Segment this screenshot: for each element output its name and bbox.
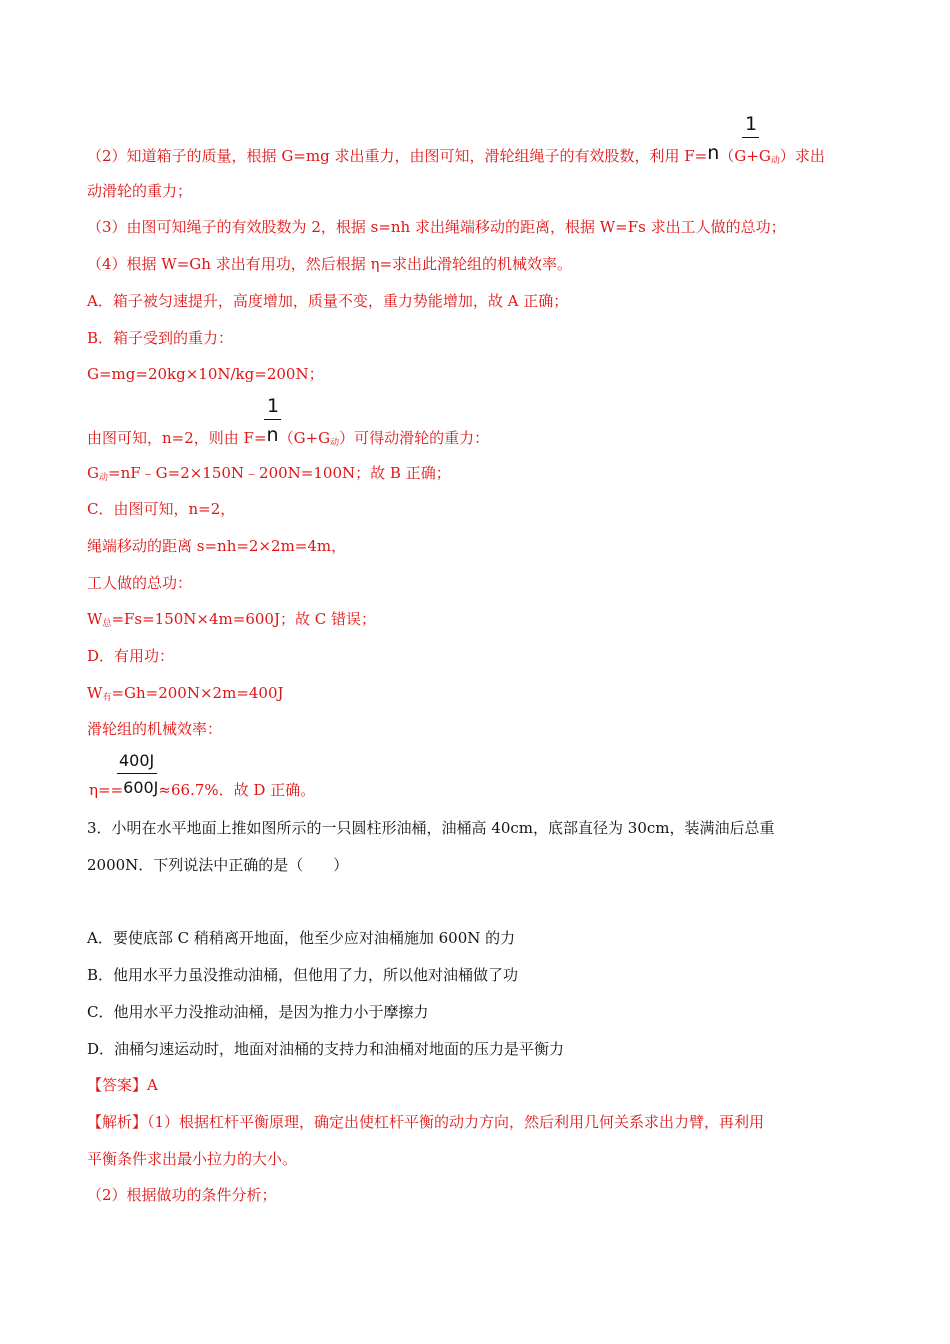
efficiency-fraction-bar bbox=[117, 773, 157, 774]
question-3-option-a: A．要使底部 C 稍稍离开地面，他至少应对油桶施加 600N 的力 bbox=[87, 929, 516, 947]
question-3-option-c: C．他用水平力没推动油桶，是因为推力小于摩擦力 bbox=[87, 1003, 429, 1021]
useful-work-calc: $W_有=Gh=200N\times 2m=400J$ bbox=[87, 684, 284, 703]
explanation-line-1: 【解析】（1）根据杠杆平衡原理，确定出使杠杆平衡的动力方向，然后利用几何关系求出力臂，再利用 bbox=[87, 1113, 765, 1131]
explanation-line-2: 平衡条件求出最小拉力的大小。 bbox=[87, 1150, 298, 1168]
gravity-calc: G=mg=20kg×10N/kg=200N； bbox=[87, 365, 324, 383]
total-work-calc: $W_总=Fs=150N\times 4m=600J$；故 C 错误； bbox=[87, 610, 376, 629]
solution-step-2-cont: 动滑轮的重力； bbox=[87, 182, 193, 200]
efficiency-denominator: 600J bbox=[123, 778, 159, 797]
question-3-option-b: B．他用水平力虽没推动油桶，但他用了力，所以他对油桶做了功 bbox=[87, 966, 519, 984]
fraction-bar bbox=[742, 137, 759, 138]
question-3-line-2: 2000N．下列说法中正确的是（ ） bbox=[87, 856, 349, 874]
question-3-option-d: D．油桶匀速运动时，地面对油桶的支持力和油桶对地面的压力是平衡力 bbox=[87, 1040, 565, 1058]
option-d-analysis: D．有用功： bbox=[87, 647, 175, 665]
answer-label: 【答案】A bbox=[87, 1076, 158, 1094]
solution-step-2: （2）知道箱子的质量，根据 G=mg 求出重力，由图可知，滑轮组绳子的有效股数，利用 $F=n(G+G_动)$求出 bbox=[87, 142, 825, 166]
rope-distance-calc: 绳端移动的距离 s=nh=2×2m=4m， bbox=[87, 537, 347, 555]
total-work-label: 工人做的总功： bbox=[87, 574, 193, 592]
option-b-analysis: B．箱子受到的重力： bbox=[87, 329, 234, 347]
solution-step-3: （3）由图可知绳子的有效股数为 2，根据 s=nh 求出绳端移动的距离，根据 W=Fs 求出工人做的总功； bbox=[87, 218, 786, 236]
pulley-weight-calc: $G_动=nF﹣G=2\times 150N﹣200N=100N$；故 B 正确； bbox=[87, 464, 451, 483]
option-a-analysis: A．箱子被匀速提升，高度增加，质量不变，重力势能增加，故 A 正确； bbox=[87, 292, 569, 310]
efficiency-calc: η==600J≈66.7%．故 D 正确。 bbox=[89, 778, 316, 799]
fraction-numerator-2: 1 bbox=[266, 395, 280, 417]
efficiency-numerator: 400J bbox=[119, 751, 155, 770]
solution-step-4: （4）根据 W=Gh 求出有用功，然后根据 η=求出此滑轮组的机械效率。 bbox=[87, 255, 573, 273]
efficiency-label: 滑轮组的机械效率： bbox=[87, 720, 223, 738]
fraction-numerator: 1 bbox=[744, 113, 758, 135]
option-c-analysis: C．由图可知，n=2， bbox=[87, 500, 236, 518]
fraction-denominator-2: n bbox=[266, 424, 279, 446]
pulley-weight-statement: 由图可知，n=2，则由 $F=n(G+G_动)$可得动滑轮的重力： bbox=[87, 424, 490, 448]
fraction-denominator: n bbox=[707, 142, 720, 164]
explanation-line-3: （2）根据做功的条件分析； bbox=[87, 1186, 277, 1204]
fraction-bar-2 bbox=[264, 419, 281, 420]
question-3-line-1: 3．小明在水平地面上推如图所示的一只圆柱形油桶，油桶高 40cm，底部直径为 30cm，装满油后总重 bbox=[87, 819, 775, 837]
